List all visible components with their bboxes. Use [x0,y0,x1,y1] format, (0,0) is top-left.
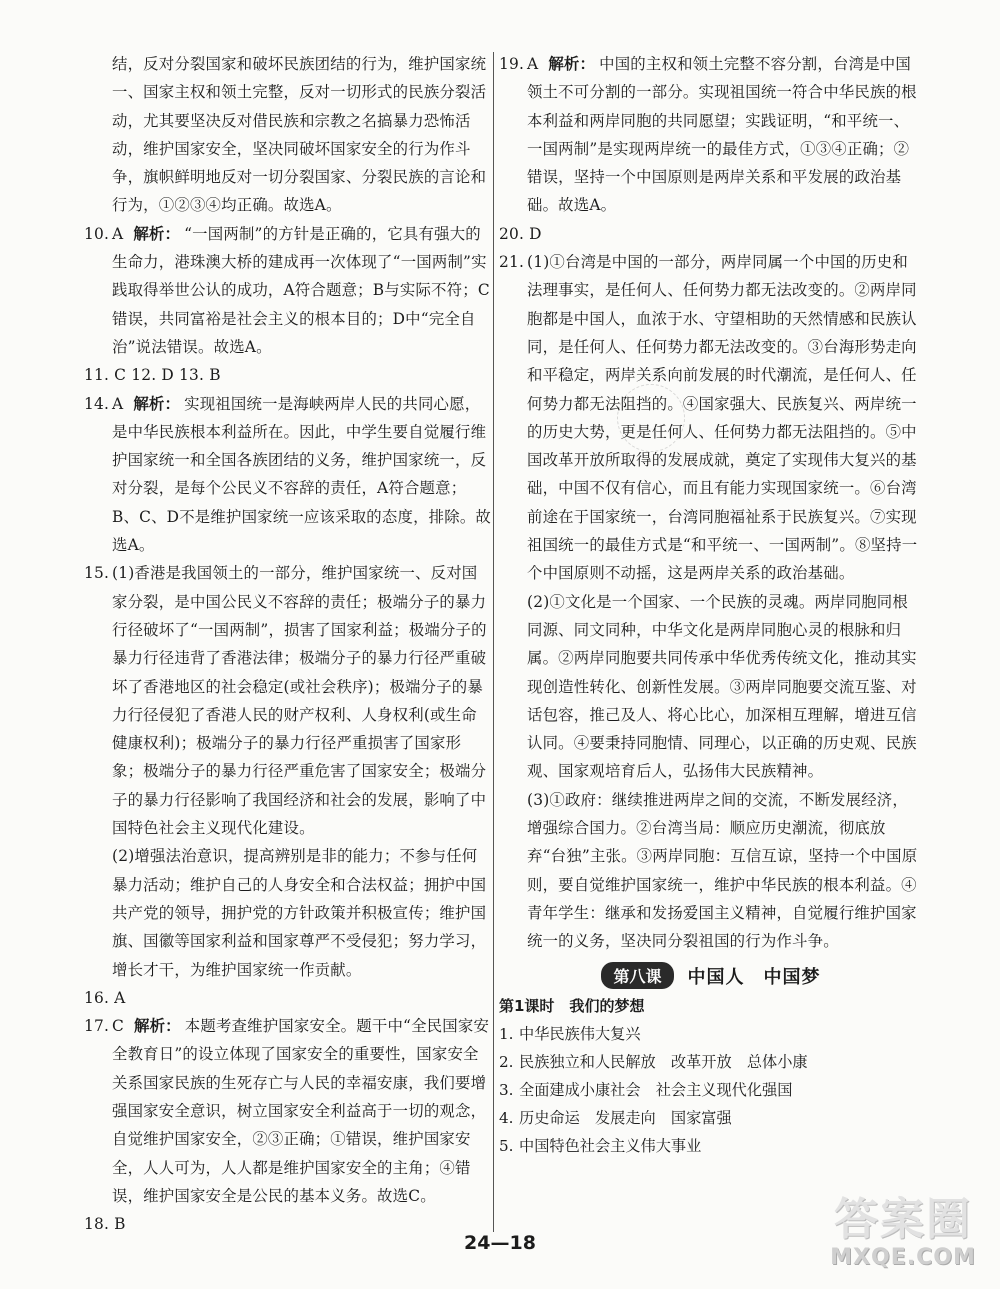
question-number: 15. [84,564,110,583]
question-number: 17. [84,1017,110,1036]
continued-answer [84,50,492,220]
page-number: 24—18 [464,1232,536,1254]
analysis-label: 解析： [548,55,596,73]
site-watermark [814,1195,992,1281]
question-17 [84,1012,492,1210]
analysis-label: 解析： [133,1017,181,1036]
watermark-logo-text: 答案圈 [834,1194,972,1245]
short-answer: 20. D [499,224,542,243]
question-10 [84,220,492,361]
list-item: 2. 民族独立和人民解放 改革开放 总体小康 [499,1052,808,1071]
questions-11-13 [84,361,492,389]
column-divider [493,52,494,1232]
answer-letter: A [112,224,124,243]
list-item: 1. 中华民族伟大复兴 [499,1024,641,1043]
lesson-badge: 第八课 [601,962,673,989]
list-item: 5. 中国特色社会主义伟大事业 [499,1136,702,1155]
answer-letter: C [112,1017,124,1036]
answer-list [499,1020,923,1160]
question-number: 14. [84,394,110,413]
short-answers: 11. C 12. D 13. B [84,366,221,385]
question-number: 19. [499,55,525,73]
question-14 [84,390,492,560]
question-16 [84,984,492,1012]
answer-part-3: (3)①政府：继续推进两岸之间的交流，不断发展经济，增强综合国力。②台湾当局：顺应历史潮流，彻底放弃“台独”主张。③两岸同胞：互信互谅，坚持一个中国原则，要自觉维护国家统一，维护中华民族的根本利益。④青年学生：继承和发扬爱国主义精神，自觉履行维护国家统一的义务，坚决同分裂祖国的行为作斗争。 [527,790,918,951]
question-number: 10. [84,224,110,243]
question-19 [499,50,923,220]
answer-part-1: (1)①台湾是中国的一部分，两岸同属一个中国的历史和法理事实，是任何人、任何势力都无法改变的。②两岸同胞都是中国人，血浓于水、守望相助的天然情感和民族认同，是任何人、任何势力都无法改变的。③台海形势走向和平稳定，两岸关系向前发展的时代潮流，是任何人、任何势力都无法阻挡的。④国家强大、民族复兴、两岸统一的历史大势，更是任何人、任何势力都无法阻挡的。⑤中国改革开放所取得的发展成就，奠定了实现伟大复兴的基础，中国不仅有信心，而且有能力实现国家统一。⑥台湾前途在于国家统一，台湾同胞福祉系于民族复兴。⑦实现祖国统一的最佳方式是“和平统一、一国两制”。⑧坚持一个中国原则不动摇，这是两岸关系的政治基础。 [527,253,918,583]
answer-part-1: (1)香港是我国领土的一部分，维护国家统一、反对国家分裂，是中国公民义不容辞的责任；极端分子的暴力行径破坏了“一国两制”，损害了国家利益；极端分子的暴力行径违背了香港法律；极端分子的暴力行径严重破坏了香港地区的社会稳定(或社会秩序)；极端分子的暴力行径侵犯了香港人民的财产权利、人身权利(或生命健康权利)；极端分子的暴力行径严重损害了国家形象；极端分子的暴力行径严重危害了国家安全；极端分子的暴力行径影响了我国经济和社会的发展，影响了中国特色社会主义现代化建设。 [112,564,487,838]
answer-letter: A [112,394,124,413]
answer-letter: A [527,55,539,73]
question-20 [499,220,923,248]
analysis-text: “一国两制”的方针是正确的，它具有强大的生命力，港珠澳大桥的建成再一次体现了“一国两制”实践取得举世公认的成功，A符合题意；B与实际不符；C错误，共同富裕是社会主义的根本目的；D中“完全自治”说法错误。故选A。 [112,224,490,356]
section-subheading: 第1课时 我们的梦想 [499,996,645,1015]
analysis-text: 中国的主权和领土完整不容分割，台湾是中国领土不可分割的一部分。实现祖国统一符合中华民族的根本利益和两岸同胞的共同愿望；实践证明，“和平统一、一国两制”是实现两岸统一的最佳方式，①③④正确；②错误，坚持一个中国原则是两岸关系和平发展的政治基础。故选A。 [527,55,917,215]
left-column [84,50,492,1238]
answer-part-2: (2)①文化是一个国家、一个民族的灵魂。两岸同胞同根同源、同文同种，中华文化是两岸同胞心灵的根脉和归属。②两岸同胞要共同传承中华优秀传统文化，推动其实现创造性转化、创新性发展。③两岸同胞要交流互鉴、对话包容，推己及人、将心比心，加深相互理解，增进互信认同。④要秉持同胞情、同理心，以正确的历史观、民族观、国家观培育后人，弘扬伟大民族精神。 [527,592,917,781]
analysis-text: 实现祖国统一是海峡两岸人民的共同心愿，是中华民族根本利益所在。因此，中学生要自觉履行维护国家统一和全国各族团结的义务，维护国家统一，反对分裂，是每个公民义不容辞的责任，A符合题意；B、C、D不是维护国家统一应该采取的态度，排除。故选A。 [112,394,492,555]
answer-part-2: (2)增强法治意识，提高辨别是非的能力；不参与任何暴力活动；维护自己的人身安全和合法权益；拥护中国共产党的领导，拥护党的方针政策并积极宣传；维护国旗、国徽等国家利益和国家尊严不受侵犯；努力学习，增长才干，为维护国家统一作贡献。 [112,847,487,979]
lesson-title: 中国人 中国梦 [687,966,821,988]
lesson-heading [499,962,923,990]
list-item: 4. 历史命运 发展走向 国家富强 [499,1108,732,1127]
question-number: 21. [499,253,525,272]
continued-text: 结，反对分裂国家和破坏民族团结的行为，维护国家统一、国家主权和领土完整，反对一切形式的民族分裂活动，尤其要坚决反对借民族和宗教之名搞暴力恐怖活动，维护国家安全，坚决同破坏国家安全的行为作斗争，旗帜鲜明地反对一切分裂国家、分裂民族的言论和行为，①②③④均正确。故选A。 [112,55,487,215]
list-item: 3. 全面建成小康社会 社会主义现代化强国 [499,1080,793,1099]
watermark-url: MXQE.COM [830,1245,976,1270]
question-15 [84,559,492,983]
short-answer: 18. B [84,1215,126,1234]
analysis-text: 本题考查维护国家安全。题干中“全民国家安全教育日”的设立体现了国家安全的重要性，国家安全关系国家民族的生死存亡与人民的幸福安康，我们要增强国家安全意识，树立国家安全利益高于一切的观念，自觉维护国家安全，②③正确；①错误，维护国家安全，人人可为，人人都是维护国家安全的主角；④错误，维护国家安全是公民的基本义务。故选C。 [112,1017,490,1205]
question-21 [499,248,923,955]
analysis-label: 解析： [133,394,181,413]
short-answer: 16. A [84,988,126,1007]
right-column [499,50,923,1160]
analysis-label: 解析： [133,224,181,243]
